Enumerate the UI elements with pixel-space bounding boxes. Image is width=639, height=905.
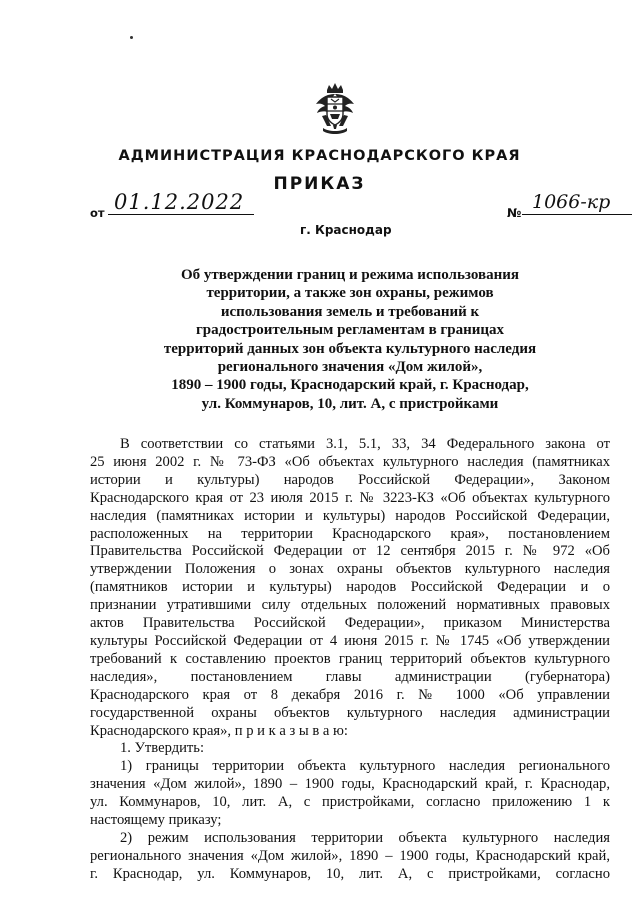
body-line: утверждении Положения о зонах охраны объектов культурного наследия <box>90 561 610 578</box>
body-line: Краснодарского края от 8 декабря 2016 г. № 1000 «Об управлении <box>90 686 610 703</box>
body-line: признании утратившими силу отдельных положений нормативных правовых <box>90 597 610 614</box>
title-line: градостроительным регламентам в границах <box>195 322 505 339</box>
body-line: культуры Российской Федерации от 4 июня 2015 г. № 1745 «Об утверждении <box>90 632 610 649</box>
body-line: истории и культуры) народов Российской Федерации», Законом <box>90 471 610 488</box>
body-line: 2) режим использования территории объекта культурного наследия <box>120 829 610 846</box>
body-line: требований к составлению проектов границ территорий объектов культурного <box>90 650 610 667</box>
title-line: территорий данных зон объекта культурного наследия <box>163 340 537 357</box>
body-line: государственной охраны объектов культурного наследия администрации <box>90 704 610 721</box>
body-line: 1) границы территории объекта культурного наследия регионального <box>120 758 610 775</box>
title-line: территории, а также зон охраны, режимов <box>206 285 494 302</box>
body-line: Правительства Российской Федерации от 12 сентября 2015 г. № 972 «Об <box>90 543 610 560</box>
body-line: настоящему приказу; <box>90 812 222 829</box>
document-number: 1066-кр <box>522 191 632 215</box>
document-body <box>90 436 610 884</box>
title-line: ул. Коммунаров, 10, лит. А, с пристройками <box>201 395 499 412</box>
date-label: от <box>90 206 105 220</box>
title-line: 1890 – 1900 годы, Краснодарский край, г. Краснодар, <box>171 377 529 394</box>
document-type: ПРИКАЗ <box>273 174 366 194</box>
body-line: В соответствии со статьями 3.1, 5.1, 33, 34 Федерального закона от <box>120 436 610 452</box>
title-line: регионального значения «Дом жилой», <box>217 359 483 376</box>
body-line: 25 июня 2002 г. № 73-ФЗ «Об объектах культурного наследия (памятниках <box>90 453 610 470</box>
document-date: 01.12.2022 <box>108 191 254 215</box>
krasnodar-coat-of-arms-icon <box>313 82 357 136</box>
scan-speck <box>130 36 133 39</box>
body-line: наследия (памятниках истории и культуры) народов Российской Федерации, <box>90 507 610 524</box>
number-label: № <box>507 206 522 220</box>
issue-city: г. Краснодар <box>300 223 392 237</box>
title-line: использования земель и требований к <box>220 303 480 320</box>
body-line: значения «Дом жилой», 1890 – 1900 годы, Краснодарский край, г. Краснодар, <box>90 776 610 793</box>
body-line: (памятников истории и культуры) народов Российской Федерации и о <box>90 579 610 596</box>
agency-name: АДМИНИСТРАЦИЯ КРАСНОДАРСКОГО КРАЯ <box>118 148 521 164</box>
body-line: актов Правительства Российской Федерации», приказом Министерства <box>90 615 610 632</box>
document-title <box>130 266 570 413</box>
body-line: Краснодарского края от 23 июля 2015 г. № 3223-КЗ «Об объектах культурного <box>90 489 610 506</box>
title-line: Об утверждении границ и режима использования <box>181 267 519 283</box>
body-line: г. Краснодар, ул. Коммунаров, 10, лит. А, с пристройками, согласно <box>90 865 610 882</box>
body-line: наследия», постановлением главы администрации (губернатора) <box>90 668 610 685</box>
body-line: 1. Утвердить: <box>120 740 205 757</box>
body-line: регионального значения «Дом жилой», 1890 – 1900 годы, Краснодарский край, <box>90 847 610 864</box>
body-line: расположенных на территории Краснодарского края», постановлением <box>90 525 610 542</box>
body-line: Краснодарского края», п р и к а з ы в а ю: <box>90 722 348 739</box>
body-line: ул. Коммунаров, 10, лит. А, с пристройками, согласно приложению 1 к <box>90 794 610 811</box>
